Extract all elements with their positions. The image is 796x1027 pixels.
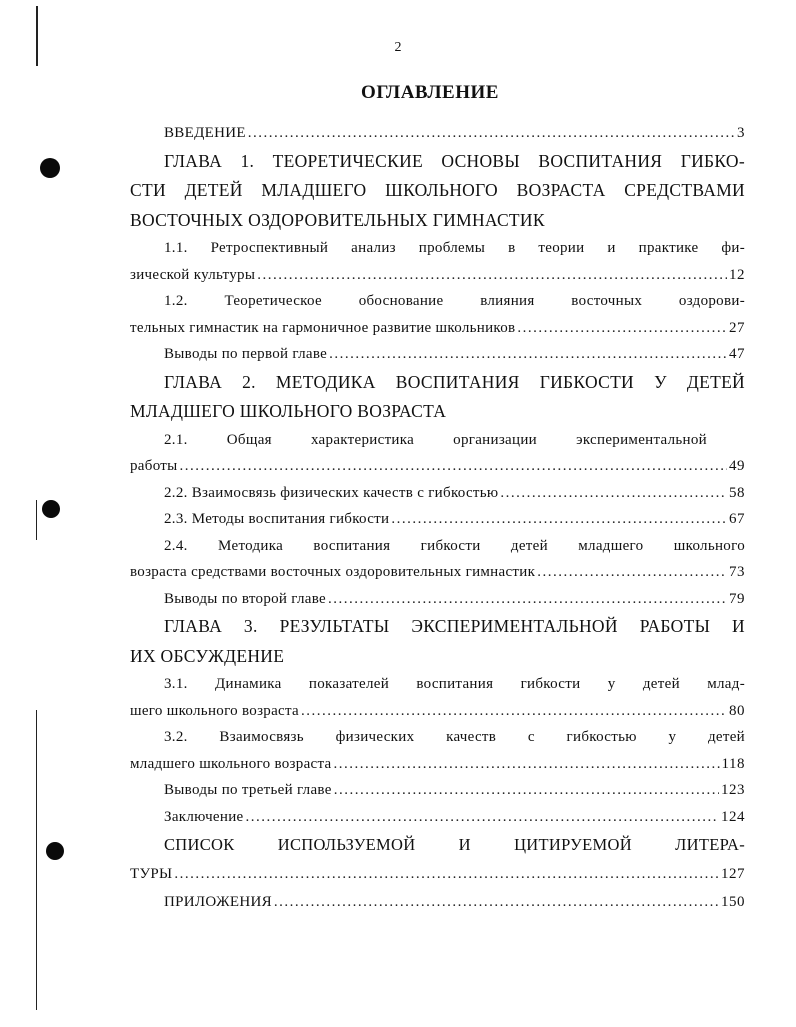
table-of-contents bbox=[130, 120, 745, 916]
toc-page-number: 47 bbox=[729, 346, 745, 362]
toc-chapter-text: ТУРЫ bbox=[130, 865, 173, 882]
toc-entry-2-3[interactable] bbox=[130, 506, 745, 533]
punch-hole-middle bbox=[42, 500, 60, 518]
toc-entry-appendix[interactable] bbox=[130, 889, 745, 916]
leader-dots bbox=[500, 480, 727, 507]
toc-page-number: 127 bbox=[721, 865, 745, 882]
toc-title: ОГЛАВЛЕНИЕ bbox=[361, 82, 499, 103]
leader-dots bbox=[174, 860, 719, 890]
toc-chapter-3[interactable] bbox=[130, 612, 745, 671]
toc-entry-text: ПРИЛОЖЕНИЯ bbox=[164, 894, 272, 910]
leader-dots bbox=[248, 120, 735, 147]
toc-page-number: 12 bbox=[729, 266, 745, 283]
toc-entry-introduction[interactable] bbox=[130, 120, 745, 147]
toc-chapter-text: МЛАДШЕГО ШКОЛЬНОГО ВОЗРАСТА bbox=[130, 401, 447, 421]
toc-chapter-text: ГЛАВА 2. МЕТОДИКА ВОСПИТАНИЯ ГИБКОСТИ У ДЕТЕЙ bbox=[164, 371, 745, 392]
toc-entry-1-1[interactable] bbox=[130, 235, 745, 288]
toc-entry-2-1[interactable] bbox=[130, 427, 745, 480]
leader-dots bbox=[517, 315, 727, 342]
toc-entry-conclusion[interactable] bbox=[130, 804, 745, 831]
toc-page-number: 123 bbox=[721, 782, 745, 798]
toc-entry-conclusions-1[interactable] bbox=[130, 341, 745, 368]
leader-dots bbox=[333, 751, 719, 778]
toc-entry-references[interactable] bbox=[130, 830, 745, 889]
toc-entry-text: возраста средствами восточных оздоровительных гимнастик bbox=[130, 564, 536, 580]
toc-page-number: 3 bbox=[737, 125, 745, 141]
toc-page-number: 150 bbox=[721, 894, 745, 910]
toc-entry-text: работы bbox=[130, 458, 178, 474]
toc-entry-text: Заключение bbox=[164, 808, 244, 825]
toc-entry-text: 2.4. Методика воспитания гибкости детей младшего школьного bbox=[164, 537, 745, 554]
toc-entry-text: шего школьного возраста bbox=[130, 702, 300, 719]
toc-page-number: 118 bbox=[721, 755, 745, 772]
leader-dots bbox=[334, 777, 719, 804]
leader-dots bbox=[391, 506, 727, 533]
toc-page-number: 27 bbox=[729, 319, 745, 336]
leader-dots bbox=[180, 453, 727, 480]
toc-chapter-text: ГЛАВА 3. РЕЗУЛЬТАТЫ ЭКСПЕРИМЕНТАЛЬНОЙ РАБОТЫ И bbox=[164, 616, 745, 636]
toc-chapter-1[interactable] bbox=[130, 147, 745, 236]
toc-entry-text: 2.1. Общая характеристика организации экспериментальной bbox=[164, 431, 707, 448]
toc-page-number: 124 bbox=[721, 808, 745, 825]
toc-page-number: 73 bbox=[729, 564, 745, 580]
leader-dots bbox=[274, 889, 719, 916]
punch-hole-top bbox=[40, 158, 60, 178]
toc-entry-text: зической культуры bbox=[130, 266, 256, 283]
leader-dots bbox=[328, 586, 727, 613]
punch-hole-bottom bbox=[46, 842, 64, 860]
toc-entry-1-2[interactable] bbox=[130, 288, 745, 341]
toc-entry-text: тельных гимнастик на гармоничное развитие школьников bbox=[130, 319, 516, 336]
page-number: 2 bbox=[394, 40, 402, 55]
toc-entry-conclusions-3[interactable] bbox=[130, 777, 745, 804]
toc-entry-text: 1.2. Теоретическое обоснование влияния восточных оздорови- bbox=[164, 293, 745, 309]
leader-dots bbox=[257, 262, 727, 289]
toc-page-number: 80 bbox=[729, 702, 745, 719]
toc-entry-text: Выводы по первой главе bbox=[164, 346, 328, 362]
toc-entry-2-4[interactable] bbox=[130, 533, 745, 586]
toc-chapter-text: ИХ ОБСУЖДЕНИЕ bbox=[130, 645, 285, 666]
toc-page-number: 67 bbox=[729, 511, 745, 527]
toc-chapter-2[interactable] bbox=[130, 368, 745, 427]
toc-entry-text: Выводы по третьей главе bbox=[164, 782, 332, 798]
scan-edge-mid bbox=[36, 500, 37, 540]
scan-edge-top bbox=[36, 6, 38, 66]
toc-entry-text: 1.1. Ретроспективный анализ проблемы в теории и практике фи- bbox=[164, 240, 745, 256]
toc-entry-text: 3.2. Взаимосвязь физических качеств с гибкостью у детей bbox=[164, 729, 745, 745]
toc-page-number: 49 bbox=[729, 458, 745, 474]
toc-chapter-text: ВОСТОЧНЫХ ОЗДОРОВИТЕЛЬНЫХ ГИМНАСТИК bbox=[130, 209, 545, 230]
leader-dots bbox=[537, 559, 727, 586]
toc-entry-3-1[interactable] bbox=[130, 671, 745, 724]
toc-entry-text: 2.2. Взаимосвязь физических качеств с гибкостью bbox=[164, 484, 499, 501]
toc-entry-conclusions-2[interactable] bbox=[130, 586, 745, 613]
toc-chapter-text: СТИ ДЕТЕЙ МЛАДШЕГО ШКОЛЬНОГО ВОЗРАСТА СРЕДСТВАМИ bbox=[130, 180, 745, 200]
toc-entry-text: 3.1. Динамика показателей воспитания гибкости у детей млад- bbox=[164, 676, 745, 692]
toc-entry-2-2[interactable] bbox=[130, 480, 745, 507]
toc-page-number: 58 bbox=[729, 484, 745, 501]
toc-chapter-text: СПИСОК ИСПОЛЬЗУЕМОЙ И ЦИТИРУЕМОЙ ЛИТЕРА- bbox=[164, 835, 745, 854]
toc-entry-text: 2.3. Методы воспитания гибкости bbox=[164, 511, 390, 527]
toc-entry-text: младшего школьного возраста bbox=[130, 755, 332, 772]
toc-entry-text: Выводы по второй главе bbox=[164, 590, 326, 607]
toc-entry-3-2[interactable] bbox=[130, 724, 745, 777]
toc-chapter-text: ГЛАВА 1. ТЕОРЕТИЧЕСКИЕ ОСНОВЫ ВОСПИТАНИЯ ГИБКО- bbox=[164, 150, 745, 171]
toc-entry-text: ВВЕДЕНИЕ bbox=[164, 125, 246, 141]
toc-page-number: 79 bbox=[729, 590, 745, 607]
leader-dots bbox=[246, 804, 720, 831]
leader-dots bbox=[329, 341, 727, 368]
leader-dots bbox=[301, 698, 727, 725]
scan-edge-bottom bbox=[36, 710, 37, 1010]
